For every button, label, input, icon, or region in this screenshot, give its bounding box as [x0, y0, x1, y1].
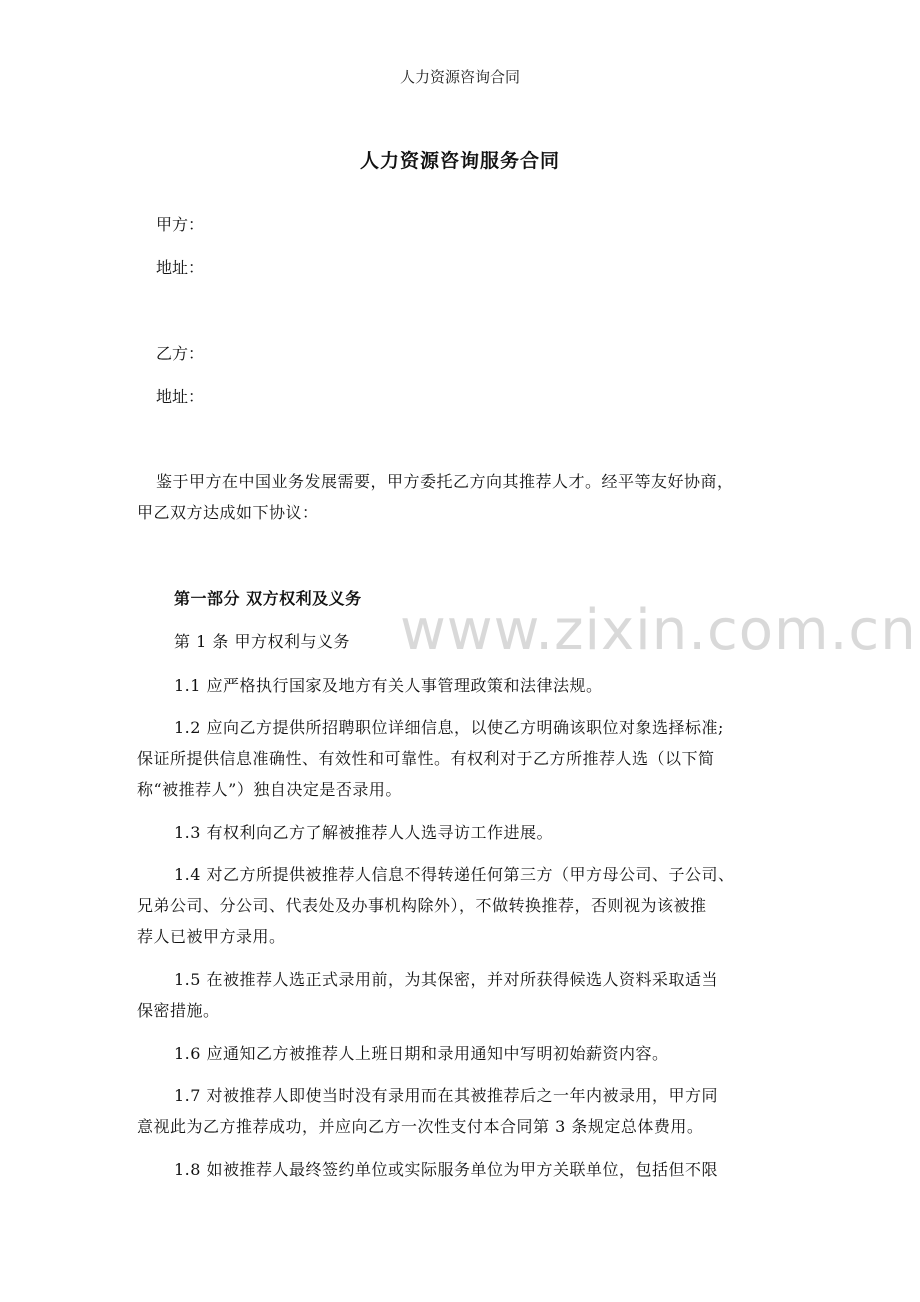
clause-1-7-line-1: 1.7 对被推荐人即使当时没有录用而在其被推荐后之一年内被录用，甲方同: [174, 1086, 719, 1105]
clause-1-5-line-1: 1.5 在被推荐人选正式录用前，为其保密，并对所获得候选人资料采取适当: [174, 970, 719, 989]
clause-1-2-line-2: 保证所提供信息准确性、有效性和可靠性。有权利对于乙方所推荐人选（以下简: [137, 749, 715, 768]
clause-1-2-line-1: 1.2 应向乙方提供所招聘职位详细信息，以使乙方明确该职位对象选择标准;: [174, 718, 724, 737]
clause-1-7-line-2: 意视此为乙方推荐成功，并应向乙方一次性支付本合同第 3 条规定总体费用。: [137, 1117, 704, 1136]
article-title: 第 1 条 甲方权利与义务: [174, 632, 350, 651]
clause-1-3: 1.3 有权利向乙方了解被推荐人人选寻访工作进展。: [174, 823, 554, 842]
document-title: 人力资源咨询服务合同: [359, 150, 560, 172]
party-a-label: 甲方：: [156, 215, 205, 234]
watermark: www.zixin.com.cn: [400, 598, 917, 663]
party-b-label: 乙方：: [156, 344, 205, 363]
clause-1-4-line-2: 兄弟公司、分公司、代表处及办事机构除外），不做转换推荐，否则视为该被推: [137, 896, 707, 915]
clause-1-2-line-3: 称“被推荐人”）独自决定是否录用。: [137, 780, 402, 799]
clause-1-8-line-1: 1.8 如被推荐人最终签约单位或实际服务单位为甲方关联单位，包括但不限: [174, 1160, 719, 1179]
clause-1-6: 1.6 应通知乙方被推荐人上班日期和录用通知中写明初始薪资内容。: [174, 1044, 669, 1063]
clause-1-4-line-1: 1.4 对乙方所提供被推荐人信息不得转递任何第三方（甲方母公司、子公司、: [174, 865, 735, 884]
page-header: 人力资源咨询合同: [399, 68, 520, 86]
intro-line-2: 甲乙双方达成如下协议：: [137, 503, 319, 522]
section-title: 第一部分 双方权利及义务: [174, 589, 362, 608]
clause-1-5-line-2: 保密措施。: [137, 1001, 220, 1020]
intro-line-1: 鉴于甲方在中国业务发展需要，甲方委托乙方向其推荐人才。经平等友好协商，: [156, 472, 734, 491]
clause-1-4-line-3: 荐人已被甲方录用。: [137, 927, 286, 946]
party-b-address-label: 地址：: [156, 387, 205, 406]
clause-1-1: 1.1 应严格执行国家及地方有关人事管理政策和法律法规。: [174, 676, 603, 695]
party-a-address-label: 地址：: [156, 258, 205, 277]
